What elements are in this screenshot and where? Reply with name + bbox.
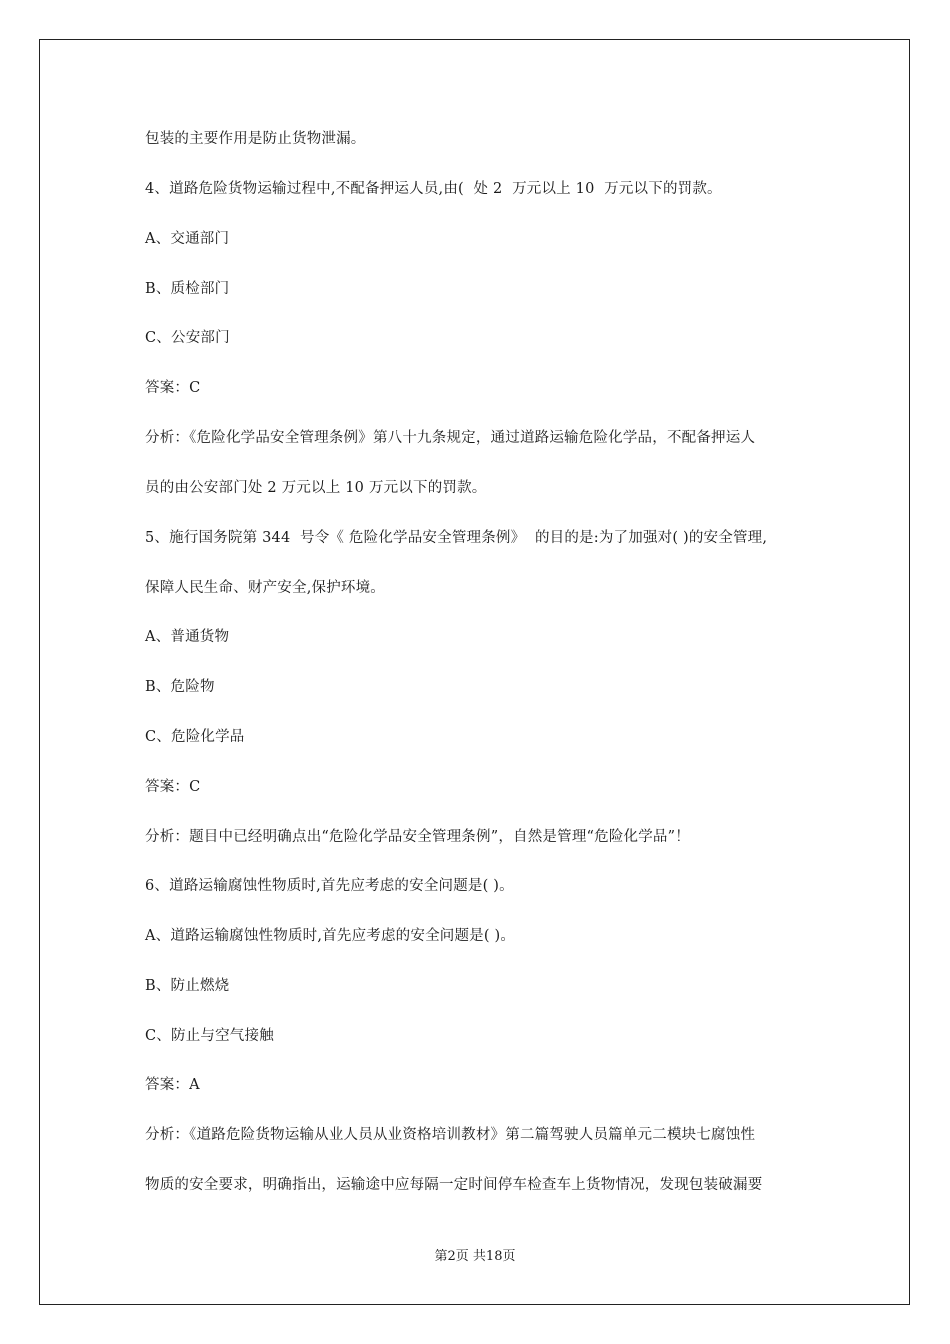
option-b: B、防止燃烧 [145,978,230,994]
analysis-continued: 员的由公安部门处 2 万元以上 10 万元以下的罚款。 [145,480,487,496]
option-c: C、防止与空气接触 [145,1028,274,1044]
question-6: 6、道路运输腐蚀性物质时,首先应考虑的安全问题是( )。 [145,878,514,894]
answer: 答案：C [145,779,201,795]
analysis: 分析：题目中已经明确点出“危险化学品安全管理条例”，自然是管理“危险化学品”！ [145,829,690,845]
option-b: B、危险物 [145,679,215,695]
analysis: 分析：《危险化学品安全管理条例》第八十九条规定，通过道路运输危险化学品，不配备押运人 [145,430,756,446]
option-c: C、公安部门 [145,330,230,346]
analysis-continued: 物质的安全要求，明确指出，运输途中应每隔一定时间停车检查车上货物情况，发现包装破漏要 [145,1177,763,1193]
option-a: A、道路运输腐蚀性物质时,首先应考虑的安全问题是( )。 [145,928,516,944]
option-a: A、普通货物 [145,629,230,645]
question-5: 5、施行国务院第 344 号令《 危险化学品安全管理条例》 的目的是:为了加强对( )的安全管理, [145,530,768,546]
option-a: A、交通部门 [145,231,230,247]
answer: 答案：A [145,1077,200,1093]
option-b: B、质检部门 [145,281,230,297]
analysis: 分析：《道路危险货物运输从业人员从业资格培训教材》第二篇驾驶人员篇单元二模块七腐蚀性 [145,1127,756,1143]
page-number-footer: 第2页 共18页 [434,1249,516,1264]
option-c: C、危险化学品 [145,729,245,745]
answer: 答案：C [145,380,201,396]
question-5-continued: 保障人民生命、财产安全,保护环境。 [145,580,386,596]
question-4: 4、道路危险货物运输过程中,不配备押运人员,由( 处 2 万元以上 10 万元以下的罚款。 [145,181,722,197]
text-line: 包装的主要作用是防止货物泄漏。 [145,131,366,147]
